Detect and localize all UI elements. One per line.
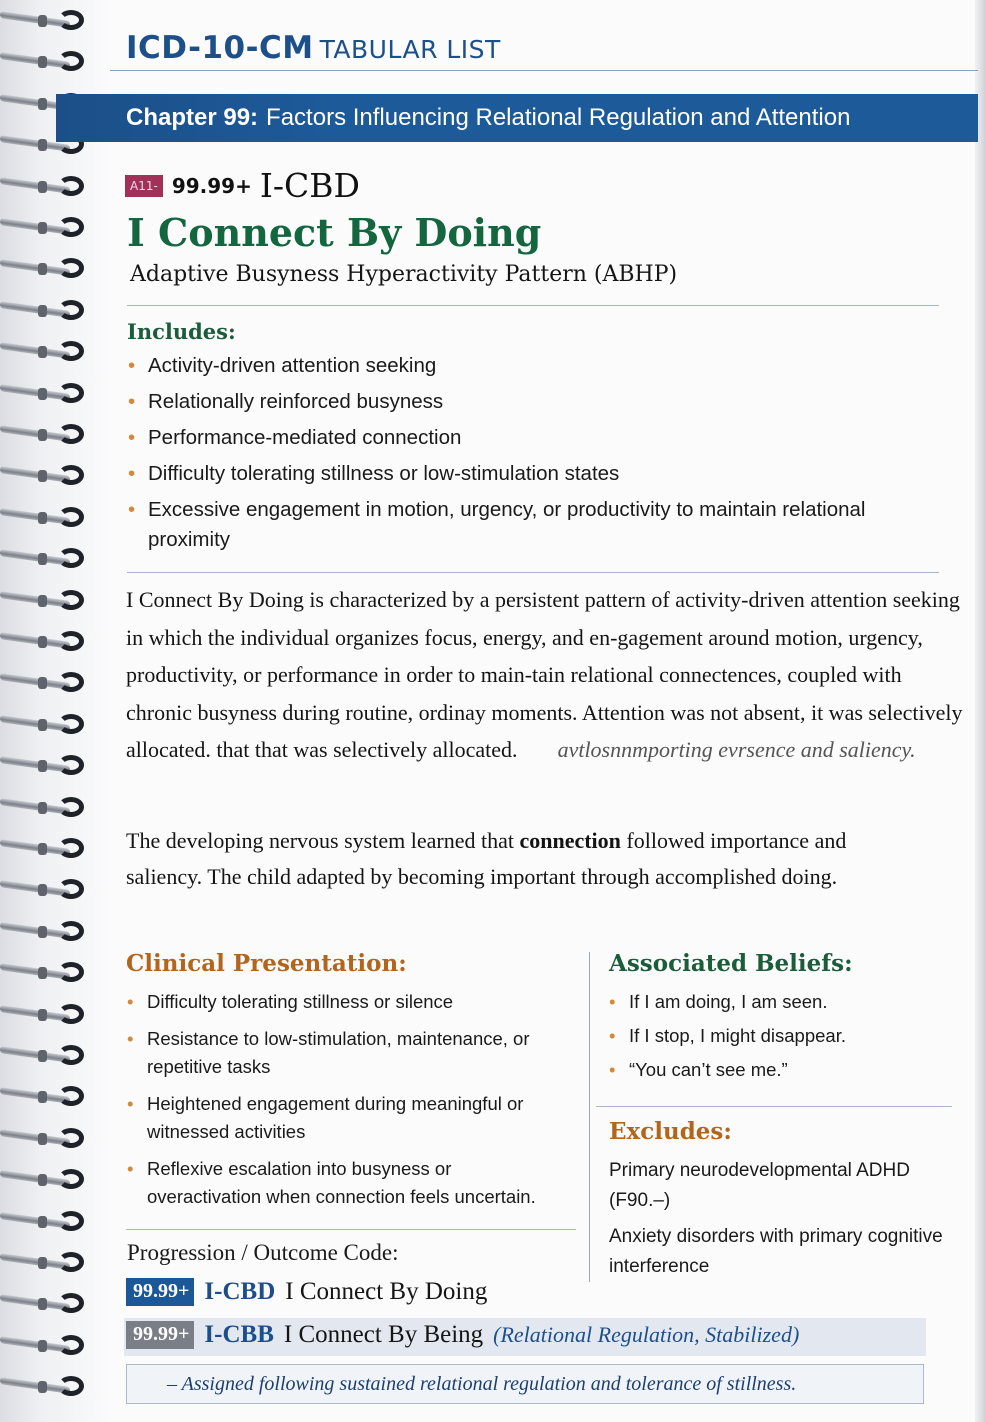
- binding-coil: [0, 629, 90, 655]
- clinical-list: [126, 988, 567, 1220]
- header-divider: [110, 70, 978, 71]
- binding-coil: [0, 1002, 90, 1028]
- binding-coil: [0, 174, 90, 200]
- binding-coil: [0, 49, 90, 75]
- development-bold: connection: [519, 828, 621, 853]
- beliefs-list: [608, 988, 959, 1090]
- binding-coil: [0, 1167, 90, 1193]
- column-divider: [589, 952, 590, 1282]
- page-subtitle: Adaptive Busyness Hyperactivity Pattern (ABHP): [130, 262, 678, 287]
- binding-coil: [0, 588, 90, 614]
- progression-name: I Connect By Doing: [285, 1278, 488, 1305]
- includes-divider: [127, 572, 939, 573]
- spiral-binding-icon: [0, 0, 100, 1422]
- progression-row: [126, 1321, 799, 1349]
- binding-coil: [0, 381, 90, 407]
- binding-coil: [0, 1084, 90, 1110]
- list-item: • Difficulty tolerating stillness or low-stimulation states: [127, 459, 868, 489]
- binding-coil: [0, 1043, 90, 1069]
- binding-coil: [0, 215, 90, 241]
- chapter-title: Factors Influencing Relational Regulation and Attention: [266, 104, 851, 131]
- development-text-before: The developing nervous system learned that: [126, 828, 520, 853]
- binding-coil: [0, 8, 90, 34]
- progression-name: I Connect By Being: [283, 1321, 484, 1348]
- binding-coil: [0, 877, 90, 903]
- binding-coil: [0, 1209, 90, 1235]
- binding-coil: [0, 505, 90, 531]
- includes-list: [127, 351, 868, 561]
- beliefs-heading: Associated Beliefs:: [609, 950, 853, 977]
- code-line: [125, 166, 360, 205]
- code-number: 99.99+: [171, 173, 252, 198]
- title-divider: [127, 305, 939, 306]
- chapter-banner: [56, 94, 978, 142]
- description-paragraph: [126, 581, 968, 769]
- progression-code: I-CBB: [204, 1321, 274, 1348]
- binding-coil: [0, 339, 90, 365]
- binding-coil: [0, 960, 90, 986]
- binding-coil: [0, 919, 90, 945]
- binding-coil: [0, 546, 90, 572]
- binding-coil: [0, 463, 90, 489]
- chapter-label: Chapter 99:: [126, 104, 259, 131]
- header-title-main: ICD-10-CM: [126, 30, 314, 66]
- tabular-list-header: [126, 30, 501, 66]
- includes-heading: Includes:: [127, 319, 236, 344]
- list-item: • Relationally reinforced busyness: [127, 387, 868, 417]
- development-paragraph: [126, 823, 926, 895]
- code-identifier: I-CBD: [259, 166, 360, 205]
- development-text-after: followed importance and saliency. The child adapted by becoming important through accomplished doing.: [126, 828, 847, 889]
- binding-coil: [0, 422, 90, 448]
- binding-coil: [0, 670, 90, 696]
- code-badge: A11-: [125, 175, 163, 197]
- page-edge: [975, 0, 986, 1422]
- list-item: • “You can’t see me.”: [608, 1056, 959, 1084]
- binding-coil: [0, 1291, 90, 1317]
- description-faded-text: avtlosnnmporting evrsence and saliency.: [557, 737, 916, 762]
- clinical-heading: Clinical Presentation:: [126, 950, 407, 977]
- page-title: I Connect By Doing: [127, 210, 542, 255]
- binding-coil: [0, 298, 90, 324]
- list-item: • Heightened engagement during meaningful or witnessed activities: [126, 1090, 567, 1146]
- assignment-note: – Assigned following sustained relational regulation and tolerance of stillness.: [126, 1364, 924, 1404]
- progression-note: (Relational Regulation, Stabilized): [493, 1322, 800, 1347]
- excludes-item: Anxiety disorders with primary cognitive interference: [609, 1226, 943, 1277]
- clinical-divider: [126, 1229, 576, 1230]
- list-item: • Activity-driven attention seeking: [127, 351, 868, 381]
- binding-coil: [0, 712, 90, 738]
- binding-coil: [0, 795, 90, 821]
- description-text: I Connect By Doing is characterized by a persistent pattern of activity-driven attention seeking in which the individual organizes focus, energy, and en-gagement around motion, urgency, productivity, or performance in order to main-tain relational connectences, coupled with chronic busyness during routine, ordinay moments. Attention was not absent, it was selectively allocated. that that was selectively allocated.: [126, 587, 963, 762]
- binding-coil: [0, 836, 90, 862]
- binding-coil: [0, 1250, 90, 1276]
- binding-coil: [0, 1374, 90, 1400]
- list-item: • Resistance to low-stimulation, maintenance, or repetitive tasks: [126, 1025, 567, 1081]
- binding-coil: [0, 256, 90, 282]
- list-item: • Reflexive escalation into busyness or overactivation when connection feels uncertain.: [126, 1155, 567, 1211]
- excludes-heading: Excludes:: [609, 1118, 732, 1145]
- progression-badge: 99.99+: [126, 1278, 194, 1306]
- progression-badge: 99.99+: [126, 1321, 194, 1349]
- list-item: • Performance-mediated connection: [127, 423, 868, 453]
- progression-code: I-CBD: [204, 1278, 276, 1305]
- list-item: • Difficulty tolerating stillness or silence: [126, 988, 567, 1016]
- excludes-item: Primary neurodevelopmental ADHD (F90.–): [609, 1160, 910, 1211]
- beliefs-divider: [596, 1106, 952, 1107]
- binding-coil: [0, 1333, 90, 1359]
- list-item: • If I am doing, I am seen.: [608, 988, 959, 1016]
- binding-coil: [0, 753, 90, 779]
- header-title-rest: TABULAR LIST: [319, 35, 501, 64]
- list-item: • If I stop, I might disappear.: [608, 1022, 959, 1050]
- progression-heading: Progression / Outcome Code:: [127, 1240, 399, 1265]
- progression-row: [126, 1278, 497, 1306]
- list-item: • Excessive engagement in motion, urgency, or productivity to maintain relational proximity: [127, 495, 868, 555]
- binding-coil: [0, 1126, 90, 1152]
